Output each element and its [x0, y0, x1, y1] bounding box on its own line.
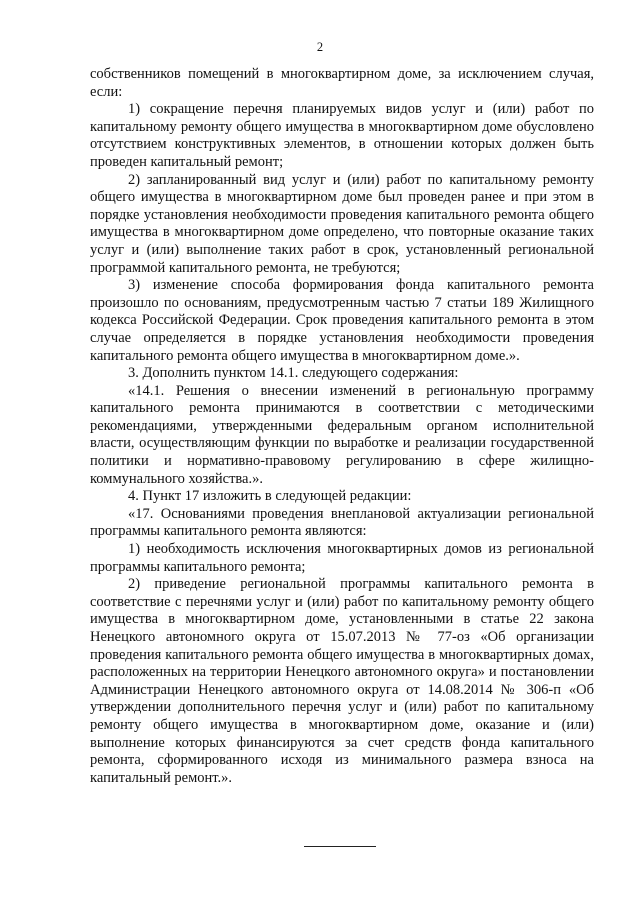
paragraph-item-2: 2) запланированный вид услуг и (или) работ по капитальному ремонту общего имущества в многоквартирном доме был проведен ранее и при этом в порядке установления необходимости проведения капитального ремонта общего имущества в многоквартирном доме определено, что повторные оказание таких услуг и (или) выполнение таких работ в срок, установленный региональной программой капитального ремонта, не требуются; [90, 171, 594, 276]
document-body [90, 66, 594, 787]
paragraph-clause-17: «17. Основаниями проведения внеплановой актуализации региональной программы капитального ремонта являются: [90, 505, 594, 540]
paragraph-clause-17-item-1: 1) необходимость исключения многоквартирных домов из региональной программы капитального ремонта; [90, 541, 594, 575]
paragraph-clause-17-item-2: 2) приведение региональной программы капитального ремонта в соответствие с перечнями услуг и (или) работ по капитальному ремонту общего имущества в многоквартирном доме, установленными в статье 22 закона Ненецкого автономного округа от 15.07.2013 № 77-оз «Об организации проведения капитального ремонта общего имущества в многоквартирных домах, расположенных на территории Ненецкого автономного округа» и постановлении Администрации Ненецкого автономного округа от 14.08.2014 № 306-п «Об утверждении дополнительного перечня услуг и (или) работ по капитальному ремонту общего имущества в многоквартирном доме, оказание и (или) выполнение которых финансируются за счет средств фонда капитального ремонта, сформированного исходя из минимального размера взноса на капитальный ремонт.». [90, 576, 594, 786]
paragraph-clause-14-1: «14.1. Решения о внесении изменений в региональную программу капитального ремонта принимаются в соответствии с методическими рекомендациями, утвержденными федеральным органом исполнительной власти, осуществляющим функции по выработке и реализации государственной политики и нормативно-правовому регулированию в сфере жилищно-коммунального хозяйства.». [90, 382, 594, 487]
paragraph-item-3: 3) изменение способа формирования фонда капитального ремонта произошло по основаниям, предусмотренным частью 7 статьи 189 Жилищного кодекса Российской Федерации. Срок проведения капитального ремонта в этом случае определяется в порядке установления необходимости проведения капитального ремонта общего имущества в многоквартирном доме.». [90, 277, 594, 364]
paragraph-item-1: 1) сокращение перечня планируемых видов услуг и (или) работ по капитальному ремонту общего имущества в многоквартирном доме обусловлено отсутствием конструктивных элементов, в отношении которых должен быть проведен капитальный ремонт; [90, 101, 594, 170]
paragraph-continuation: собственников помещений в многоквартирном доме, за исключением случая, если: [90, 66, 594, 100]
page-number: 2 [316, 40, 324, 54]
paragraph-section-4: 4. Пункт 17 изложить в следующей редакции: [128, 488, 412, 505]
footer-divider [304, 846, 376, 847]
paragraph-section-3: 3. Дополнить пунктом 14.1. следующего содержания: [128, 365, 459, 382]
